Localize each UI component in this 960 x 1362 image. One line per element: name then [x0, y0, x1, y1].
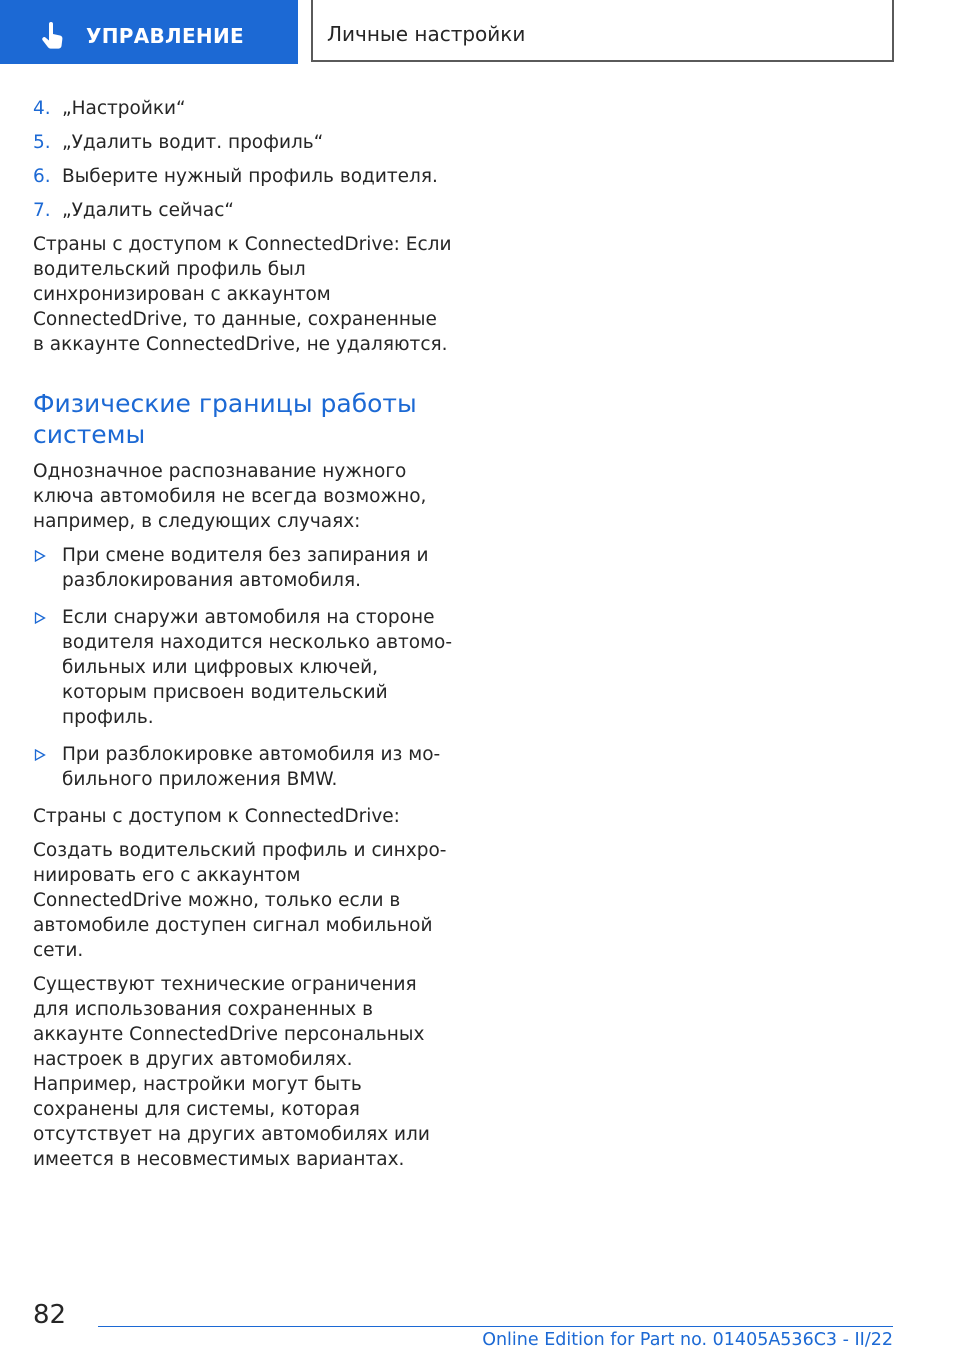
bullet-text: При смене водителя без запирания и разблокирования автомобиля.: [62, 545, 429, 591]
triangle-bullet-icon: [34, 612, 46, 624]
step-number: 5.: [33, 132, 51, 153]
step-number: 6.: [33, 166, 51, 187]
steps-list: [33, 96, 453, 223]
bullet-text: Если снаружи автомобиля на стороне водителя находится несколько автомобильных или цифровых ключей, которым присвоен водительский профиль.: [62, 607, 453, 728]
page-number: 82: [33, 1300, 67, 1330]
step-text: „Настройки“: [62, 98, 186, 119]
main-content: [33, 96, 453, 1181]
step-text: „Удалить сейчас“: [62, 200, 234, 221]
limits-paragraph: Существуют технические ограничения для использования сохраненных в аккаунте ConnectedDrive персональных настроек в других автомобилях. Например, настройки могут быть сохранены для системы, которая отсутствует на других автомобилях или имеется в несовместимых вариантах.: [33, 974, 430, 1170]
hand-pointer-icon: [40, 22, 66, 50]
section-tab: [0, 0, 298, 64]
connected-drive-note: Страны с доступом к ConnectedDrive: Если водительский профиль был синхронизирован с аккаунтом ConnectedDrive, то данные, сохраненные в аккаунте ConnectedDrive, не удаляются.: [33, 234, 452, 355]
footer-divider: [98, 1326, 893, 1327]
step-text: „Удалить водит. профиль“: [62, 132, 324, 153]
step-item: [33, 96, 453, 121]
step-number: 4.: [33, 98, 51, 119]
sync-paragraph: Создать водительский профиль и синхрониировать его с аккаунтом ConnectedDrive можно, только если в автомобиле доступен сигнал мобильной сети.: [33, 840, 447, 961]
connected-drive-label: Страны с доступом к ConnectedDrive:: [33, 806, 400, 827]
chapter-title: Личные настройки: [327, 22, 526, 46]
intro-paragraph: Однозначное распознавание нужного ключа автомобиля не всегда возможно, например, в следующих случаях:: [33, 461, 427, 532]
step-text: Выберите нужный профиль водителя.: [62, 166, 438, 187]
footer-edition: Online Edition for Part no. 01405A536C3 - II/22: [482, 1330, 893, 1350]
chapter-header: [311, 0, 894, 62]
triangle-bullet-icon: [34, 749, 46, 761]
bullet-item: [33, 543, 453, 593]
bullet-text: При разблокировке автомобиля из мобильного приложения BMW.: [62, 744, 441, 790]
step-number: 7.: [33, 200, 51, 221]
step-item: [33, 130, 453, 155]
section-heading: Физические границы работы системы: [33, 389, 417, 449]
bullet-list: [33, 543, 453, 792]
step-item: [33, 198, 453, 223]
section-label: УПРАВЛЕНИЕ: [86, 24, 244, 48]
bullet-item: [33, 605, 453, 730]
bullet-item: [33, 742, 453, 792]
triangle-bullet-icon: [34, 550, 46, 562]
step-item: [33, 164, 453, 189]
